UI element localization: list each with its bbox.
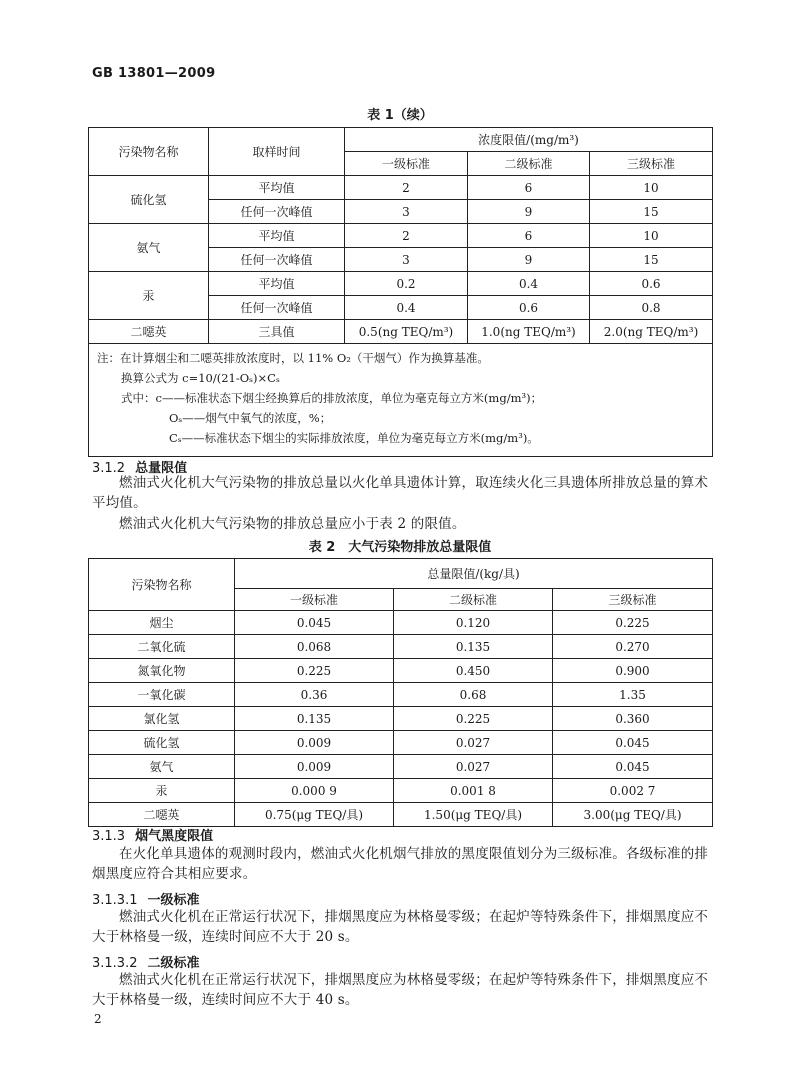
pollutant-name: 氨气 xyxy=(89,224,209,272)
table-row xyxy=(89,803,713,827)
sampling-time: 平均值 xyxy=(209,224,345,248)
table2-caption: 表 2 大气污染物排放总量限值 xyxy=(308,540,492,555)
value-cell: 0.045 xyxy=(235,611,394,635)
table1 xyxy=(88,127,713,457)
section-number: 3.1.3.1 xyxy=(92,893,138,908)
value-cell: 0.135 xyxy=(235,707,394,731)
table1-caption: 表 1（续） xyxy=(367,108,433,123)
section-title: 二级标准 xyxy=(147,956,200,971)
value-cell: 0.027 xyxy=(394,731,553,755)
value-cell: 0.75(μg TEQ/具) xyxy=(235,803,394,827)
value-cell: 0.900 xyxy=(553,659,713,683)
value-cell: 0.120 xyxy=(394,611,553,635)
pollutant-name: 二噁英 xyxy=(89,320,209,344)
sampling-time: 任何一次峰值 xyxy=(209,296,345,320)
table-row xyxy=(89,659,713,683)
value-cell: 0.009 xyxy=(235,755,394,779)
value-cell: 0.068 xyxy=(235,635,394,659)
value-cell: 0.225 xyxy=(394,707,553,731)
section-number: 3.1.2 xyxy=(92,461,126,476)
value-cell: 2.0(ng TEQ/m³) xyxy=(590,320,713,344)
value-cell: 0.009 xyxy=(235,731,394,755)
value-cell: 0.6 xyxy=(468,296,590,320)
table-row xyxy=(89,755,713,779)
note-line: 注：在计算烟尘和二噁英排放浓度时，以 11% O₂（干烟气）作为换算基准。 xyxy=(97,351,489,365)
table1-header-concentration: 浓度限值/(mg/m³) xyxy=(345,128,713,152)
table-row xyxy=(89,707,713,731)
table2-header-total: 总量限值/(kg/具) xyxy=(235,559,713,589)
value-cell: 6 xyxy=(468,176,590,200)
section-number: 3.1.3 xyxy=(92,829,126,844)
table-row xyxy=(89,635,713,659)
pollutant-name: 氨气 xyxy=(89,755,235,779)
pollutant-name: 汞 xyxy=(89,779,235,803)
table-row xyxy=(89,779,713,803)
value-cell: 0.68 xyxy=(394,683,553,707)
section-heading xyxy=(92,952,200,971)
value-cell: 9 xyxy=(468,200,590,224)
value-cell: 3 xyxy=(345,200,468,224)
value-cell: 0.001 8 xyxy=(394,779,553,803)
value-cell: 0.045 xyxy=(553,731,713,755)
value-cell: 9 xyxy=(468,248,590,272)
paragraph: 燃油式火化机大气污染物的排放总量以火化单具遗体计算，取连续火化三具遗体所排放总量的算术平均值。 xyxy=(92,475,709,511)
value-cell: 15 xyxy=(590,248,713,272)
pollutant-name: 烟尘 xyxy=(89,611,235,635)
table1-header-sampling: 取样时间 xyxy=(209,128,345,176)
sampling-time: 任何一次峰值 xyxy=(209,200,345,224)
table2-header-pollutant: 污染物名称 xyxy=(89,559,235,611)
pollutant-name: 硫化氢 xyxy=(89,176,209,224)
value-cell: 1.35 xyxy=(553,683,713,707)
pollutant-name: 二氧化硫 xyxy=(89,635,235,659)
table2-header-grade: 三级标准 xyxy=(553,589,713,611)
table-row xyxy=(89,683,713,707)
table1-header-grade: 一级标准 xyxy=(345,152,468,176)
sampling-time: 三具值 xyxy=(209,320,345,344)
table2 xyxy=(88,558,713,827)
table-row xyxy=(89,731,713,755)
value-cell: 1.0(ng TEQ/m³) xyxy=(468,320,590,344)
value-cell: 0.000 9 xyxy=(235,779,394,803)
table-row xyxy=(89,320,713,344)
section-title: 总量限值 xyxy=(135,461,188,476)
value-cell: 1.50(μg TEQ/具) xyxy=(394,803,553,827)
page-number: 2 xyxy=(94,1012,102,1026)
value-cell: 0.045 xyxy=(553,755,713,779)
section-heading xyxy=(92,825,213,844)
section-title: 烟气黑度限值 xyxy=(135,829,214,844)
paragraph: 燃油式火化机在正常运行状况下，排烟黑度应为林格曼零级；在起炉等特殊条件下，排烟黑度应不大于林格曼一级，连续时间应不大于 20 s。 xyxy=(92,909,709,945)
value-cell: 0.8 xyxy=(590,296,713,320)
sampling-time: 任何一次峰值 xyxy=(209,248,345,272)
sampling-time: 平均值 xyxy=(209,272,345,296)
value-cell: 6 xyxy=(468,224,590,248)
section-title: 一级标准 xyxy=(147,893,200,908)
pollutant-name: 汞 xyxy=(89,272,209,320)
value-cell: 0.225 xyxy=(235,659,394,683)
table2-header-grade: 二级标准 xyxy=(394,589,553,611)
standard-code: GB 13801—2009 xyxy=(92,66,216,81)
section-number: 3.1.3.2 xyxy=(92,956,138,971)
value-cell: 0.4 xyxy=(345,296,468,320)
paragraph: 燃油式火化机在正常运行状况下，排烟黑度应为林格曼零级；在起炉等特殊条件下，排烟黑度应不大于林格曼一级，连续时间应不大于 40 s。 xyxy=(92,972,709,1008)
value-cell: 0.002 7 xyxy=(553,779,713,803)
value-cell: 0.450 xyxy=(394,659,553,683)
table1-header-pollutant: 污染物名称 xyxy=(89,128,209,176)
table-row xyxy=(89,272,713,296)
pollutant-name: 一氧化碳 xyxy=(89,683,235,707)
value-cell: 15 xyxy=(590,200,713,224)
table1-note xyxy=(89,344,713,457)
table2-header-grade: 一级标准 xyxy=(235,589,394,611)
value-cell: 0.5(ng TEQ/m³) xyxy=(345,320,468,344)
table-row xyxy=(89,176,713,200)
paragraph: 燃油式火化机大气污染物的排放总量应小于表 2 的限值。 xyxy=(119,516,466,532)
table-row xyxy=(89,611,713,635)
value-cell: 0.027 xyxy=(394,755,553,779)
table1-header-grade: 三级标准 xyxy=(590,152,713,176)
value-cell: 0.36 xyxy=(235,683,394,707)
pollutant-name: 二噁英 xyxy=(89,803,235,827)
sampling-time: 平均值 xyxy=(209,176,345,200)
value-cell: 0.135 xyxy=(394,635,553,659)
pollutant-name: 氯化氢 xyxy=(89,707,235,731)
value-cell: 3 xyxy=(345,248,468,272)
value-cell: 3.00(μg TEQ/具) xyxy=(553,803,713,827)
section-heading xyxy=(92,889,200,908)
table-row xyxy=(89,224,713,248)
note-line: 换算公式为 c=10/(21-Oₛ)×Cₛ xyxy=(121,371,280,385)
value-cell: 0.6 xyxy=(590,272,713,296)
pollutant-name: 氮氧化物 xyxy=(89,659,235,683)
value-cell: 2 xyxy=(345,224,468,248)
table1-header-grade: 二级标准 xyxy=(468,152,590,176)
value-cell: 10 xyxy=(590,224,713,248)
paragraph: 在火化单具遗体的观测时段内，燃油式火化机烟气排放的黑度限值划分为三级标准。各级标准的排烟黑度应符合其相应要求。 xyxy=(92,846,709,882)
note-line: Cₛ——标准状态下烟尘的实际排放浓度，单位为毫克每立方米(mg/m³)。 xyxy=(169,431,539,445)
value-cell: 0.2 xyxy=(345,272,468,296)
value-cell: 10 xyxy=(590,176,713,200)
note-line: Oₛ——烟气中氧气的浓度，%； xyxy=(169,411,332,425)
value-cell: 2 xyxy=(345,176,468,200)
value-cell: 0.270 xyxy=(553,635,713,659)
value-cell: 0.360 xyxy=(553,707,713,731)
pollutant-name: 硫化氢 xyxy=(89,731,235,755)
value-cell: 0.225 xyxy=(553,611,713,635)
note-line: 式中：c——标准状态下烟尘经换算后的排放浓度，单位为毫克每立方米(mg/m³)； xyxy=(121,391,543,405)
value-cell: 0.4 xyxy=(468,272,590,296)
